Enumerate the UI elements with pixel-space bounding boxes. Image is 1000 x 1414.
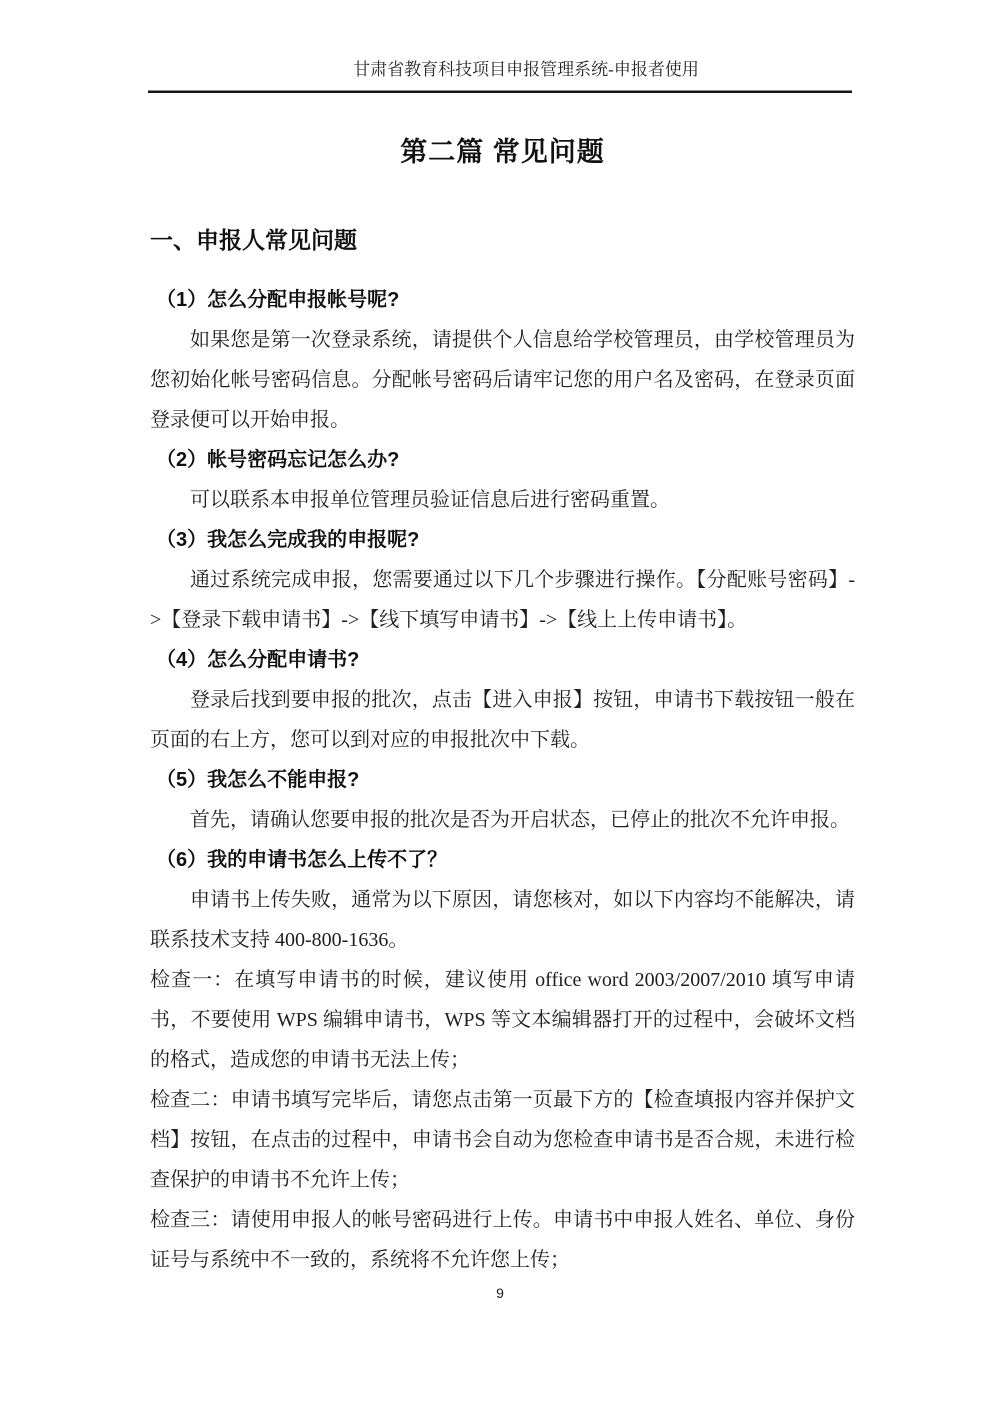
faq-body: [150, 280, 855, 1280]
faq-answer-3: 通过系统完成申报，您需要通过以下几个步骤进行操作。【分配账号密码】->【登录下载申请书】->【线下填写申请书】->【线上上传申请书】。: [150, 569, 855, 631]
page-content: [150, 135, 855, 1280]
faq-question-6: （6）我的申请书怎么上传不了？: [156, 849, 448, 871]
check-paragraph-3: 检查三：请使用申报人的帐号密码进行上传。申请书中申报人姓名、单位、身份证号与系统中不一致的，系统将不允许您上传；: [150, 1209, 855, 1271]
page-number: 9: [496, 1285, 504, 1301]
faq-answer-6: 申请书上传失败，通常为以下原因，请您核对，如以下内容均不能解决，请联系技术支持 400-800-1636。: [150, 889, 855, 951]
faq-answer-4: 登录后找到要申报的批次，点击【进入申报】按钮，申请书下载按钮一般在页面的右上方，您可以到对应的申报批次中下载。: [150, 689, 855, 751]
faq-answer-2: 可以联系本申报单位管理员验证信息后进行密码重置。: [190, 489, 670, 511]
faq-question-2: （2）帐号密码忘记怎么办?: [156, 449, 400, 471]
check-paragraph-1: 检查一：在填写申请书的时候，建议使用 office word 2003/2007/2010 填写申请书，不要使用 WPS 编辑申请书，WPS 等文本编辑器打开的过程中，会破坏文档的格式，造成您的申请书无法上传；: [150, 969, 855, 1071]
running-header: 甘肃省教育科技项目申报管理系统-申报者使用: [353, 60, 699, 79]
faq-answer-1: 如果您是第一次登录系统，请提供个人信息给学校管理员，由学校管理员为您初始化帐号密码信息。分配帐号密码后请牢记您的用户名及密码，在登录页面登录便可以开始申报。: [150, 329, 855, 431]
check-paragraph-2: 检查二：申请书填写完毕后，请您点击第一页最下方的【检查填报内容并保护文档】按钮，在点击的过程中，申请书会自动为您检查申请书是否合规，未进行检查保护的申请书不允许上传；: [150, 1089, 855, 1191]
faq-question-4: （4）怎么分配申请书?: [156, 649, 360, 671]
faq-question-3: （3）我怎么完成我的申报呢?: [156, 529, 420, 551]
section-heading: 一、申报人常见问题: [150, 227, 357, 253]
faq-answer-5: 首先，请确认您要申报的批次是否为开启状态，已停止的批次不允许申报。: [190, 809, 850, 831]
faq-question-1: （1）怎么分配申报帐号呢?: [156, 289, 400, 311]
document-title: 第二篇 常见问题: [400, 137, 605, 167]
faq-question-5: （5）我怎么不能申报?: [156, 769, 360, 791]
header-rule: [148, 90, 852, 93]
